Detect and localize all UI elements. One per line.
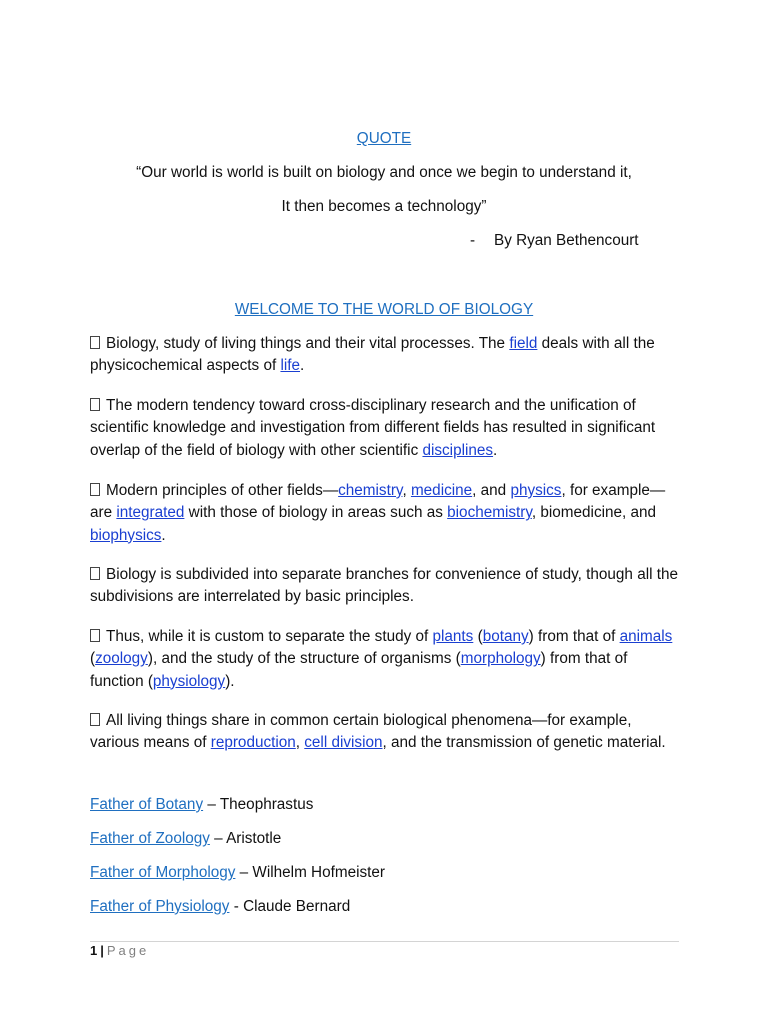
link-reproduction[interactable]: reproduction — [210, 734, 296, 752]
paragraph-text: Biology, study of living things and their vital processes. The — [106, 335, 510, 352]
link-medicine[interactable]: medicine — [410, 482, 473, 499]
quote-author-name: By Ryan Bethencourt — [494, 232, 639, 249]
link-physics[interactable]: physics — [510, 482, 562, 499]
link-morphology[interactable]: morphology — [460, 650, 541, 668]
father-of-morphology-line — [90, 864, 385, 882]
footer-separator: | — [100, 943, 104, 958]
father-of-zoology-line — [90, 830, 281, 848]
paragraph-common-phenomena — [90, 710, 680, 755]
paragraph-text: , — [402, 482, 411, 499]
father-of-botany-link[interactable]: Father of Botany — [90, 796, 204, 813]
separator: – — [203, 796, 220, 813]
paragraph-text: , for example—are — [90, 482, 666, 522]
quote-text-line-2: It then becomes a technology” — [281, 198, 487, 215]
father-of-botany-line — [90, 796, 313, 814]
paragraph-text: , and — [472, 482, 511, 499]
quote-heading[interactable]: QUOTE — [356, 130, 412, 147]
father-name: Theophrastus — [219, 796, 314, 813]
separator: - — [229, 898, 244, 915]
paragraph-text: ) from that of function ( — [90, 650, 628, 690]
link-animals[interactable]: animals — [619, 628, 673, 645]
link-chemistry[interactable]: chemistry — [338, 482, 403, 499]
paragraph-text: , and the transmission of genetic material. — [382, 734, 666, 752]
paragraph-text: deals with all the physicochemical aspects of — [90, 335, 655, 375]
quote-text-line-1: “Our world is world is built on biology and once we begin to understand it, — [136, 164, 632, 181]
bullet-icon — [90, 713, 100, 726]
paragraph-text: Thus, while it is custom to separate the study of — [106, 628, 433, 645]
separator: – — [235, 864, 253, 881]
paragraph-text: ) from that of — [528, 628, 620, 645]
separator: – — [209, 830, 227, 847]
bullet-icon — [90, 567, 100, 580]
paragraph-biology-definition — [90, 333, 680, 378]
paragraph-text: All living things share in common certain biological phenomena—for example, various means of — [90, 712, 632, 752]
paragraph-cross-disciplinary — [90, 395, 680, 462]
father-name: Claude Bernard — [243, 898, 351, 915]
father-of-zoology-link[interactable]: Father of Zoology — [90, 830, 210, 847]
paragraph-text: . — [300, 357, 305, 375]
quote-author — [470, 232, 639, 250]
paragraph-text: The modern tendency toward cross-disciplinary research and the unification of scientific knowledge and investigation from different fields has resulted in significant overlap of the field of biology with other scientific — [90, 397, 656, 459]
link-life[interactable]: life — [280, 357, 301, 375]
bullet-icon — [90, 398, 100, 411]
paragraph-modern-principles — [90, 480, 680, 547]
father-of-morphology-link[interactable]: Father of Morphology — [90, 864, 236, 881]
link-cell-division[interactable]: cell division — [304, 734, 383, 752]
paragraph-text: . — [493, 441, 498, 459]
link-plants[interactable]: plants — [432, 628, 474, 645]
paragraph-text: Biology is subdivided into separate branches for convenience of study, though all the subdivisions are interrelated by basic principles. — [90, 566, 679, 606]
link-physiology[interactable]: physiology — [152, 672, 226, 690]
paragraph-text: Modern principles of other fields— — [106, 482, 339, 499]
father-of-physiology-link[interactable]: Father of Physiology — [90, 898, 230, 915]
father-of-physiology-line — [90, 898, 350, 916]
link-botany[interactable]: botany — [482, 628, 529, 645]
paragraph-text: . — [161, 526, 166, 544]
bullet-icon — [90, 629, 100, 642]
link-disciplines[interactable]: disciplines — [422, 441, 494, 459]
link-field[interactable]: field — [509, 335, 538, 352]
footer-divider — [90, 941, 679, 942]
welcome-heading[interactable]: WELCOME TO THE WORLD OF BIOLOGY — [234, 301, 534, 318]
father-name: Wilhelm Hofmeister — [252, 864, 386, 881]
link-biochemistry[interactable]: biochemistry — [447, 504, 532, 522]
paragraph-text: , biomedicine, and — [531, 504, 657, 522]
bullet-icon — [90, 336, 100, 349]
page-number: 1 — [90, 943, 98, 958]
paragraph-subdivisions — [90, 564, 680, 609]
link-zoology[interactable]: zoology — [95, 650, 148, 668]
paragraph-text: with those of biology in areas such as — [184, 504, 448, 522]
paragraph-text: ), and the study of the structure of organisms ( — [147, 650, 461, 668]
paragraph-branches — [90, 626, 680, 693]
link-biophysics[interactable]: biophysics — [90, 526, 162, 544]
paragraph-text: , — [295, 734, 305, 752]
paragraph-text: ( — [90, 650, 96, 668]
father-name: Aristotle — [226, 830, 282, 847]
link-integrated[interactable]: integrated — [116, 504, 185, 522]
paragraph-text: ). — [225, 672, 235, 690]
page-label: Page — [106, 943, 150, 958]
quote-author-dash: - — [470, 232, 476, 249]
page-footer — [90, 943, 149, 958]
bullet-icon — [90, 483, 100, 496]
paragraph-text: ( — [473, 628, 483, 645]
